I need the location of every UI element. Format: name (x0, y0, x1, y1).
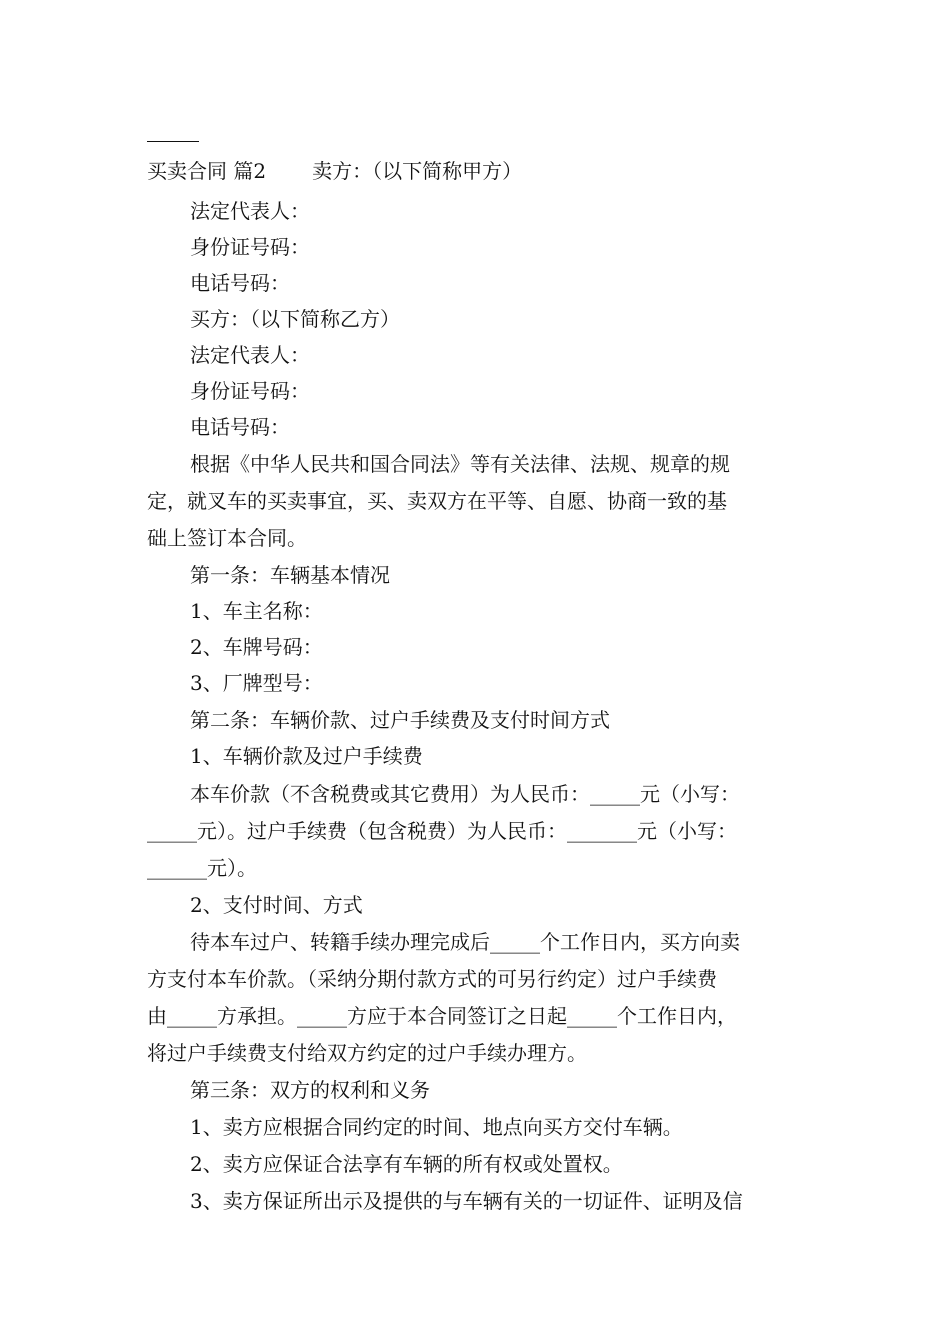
article3-item: 2、卖方应保证合法享有车辆的所有权或处置权。 (190, 1152, 623, 1176)
article2-title: 第二条：车辆价款、过户手续费及支付时间方式 (190, 708, 610, 732)
payment-line: 将过户手续费支付给双方约定的过户手续办理方。 (147, 1041, 587, 1065)
seller-intro: 卖方：（以下简称甲方） (312, 159, 523, 183)
buyer-id: 身份证号码： (190, 379, 310, 403)
preamble-line: 根据《中华人民共和国合同法》等有关法律、法规、规章的规 (190, 452, 730, 476)
article1-item: 3、厂牌型号： (190, 671, 323, 695)
price-line: _____元）。过户手续费（包含税费）为人民币：_______元（小写： (147, 819, 737, 843)
article1-title: 第一条：车辆基本情况 (190, 563, 390, 587)
payment-line: 待本车过户、转籍手续办理完成后_____个工作日内，买方向卖 (190, 930, 740, 954)
heading-line (147, 159, 827, 183)
preamble-line: 础上签订本合同。 (147, 526, 307, 550)
top-rule (147, 141, 199, 142)
payment-line: 方支付本车价款。（采纳分期付款方式的可另行约定）过户手续费 (147, 967, 717, 991)
article2-sub2: 2、支付时间、方式 (190, 893, 363, 917)
article1-item: 2、车牌号码： (190, 635, 323, 659)
document-title: 买卖合同 篇2 (147, 159, 267, 183)
price-line: ______元）。 (147, 856, 257, 880)
preamble-line: 定，就叉车的买卖事宜，买、卖双方在平等、自愿、协商一致的基 (147, 489, 727, 513)
article3-item: 3、卖方保证所出示及提供的与车辆有关的一切证件、证明及信 (190, 1189, 743, 1213)
article3-title: 第三条：双方的权利和义务 (190, 1078, 430, 1102)
article3-item: 1、卖方应根据合同约定的时间、地点向买方交付车辆。 (190, 1115, 683, 1139)
buyer-rep: 法定代表人： (190, 343, 310, 367)
seller-phone: 电话号码： (190, 271, 290, 295)
buyer-phone: 电话号码： (190, 415, 290, 439)
payment-line: 由_____方承担。_____方应于本合同签订之日起_____个工作日内， (147, 1004, 737, 1028)
article1-item: 1、车主名称： (190, 599, 323, 623)
buyer-intro: 买方：（以下简称乙方） (190, 307, 400, 331)
article2-sub1: 1、车辆价款及过户手续费 (190, 744, 423, 768)
price-line: 本车价款（不含税费或其它费用）为人民币：_____元（小写： (190, 782, 740, 806)
seller-id: 身份证号码： (190, 235, 310, 259)
seller-rep: 法定代表人： (190, 199, 310, 223)
